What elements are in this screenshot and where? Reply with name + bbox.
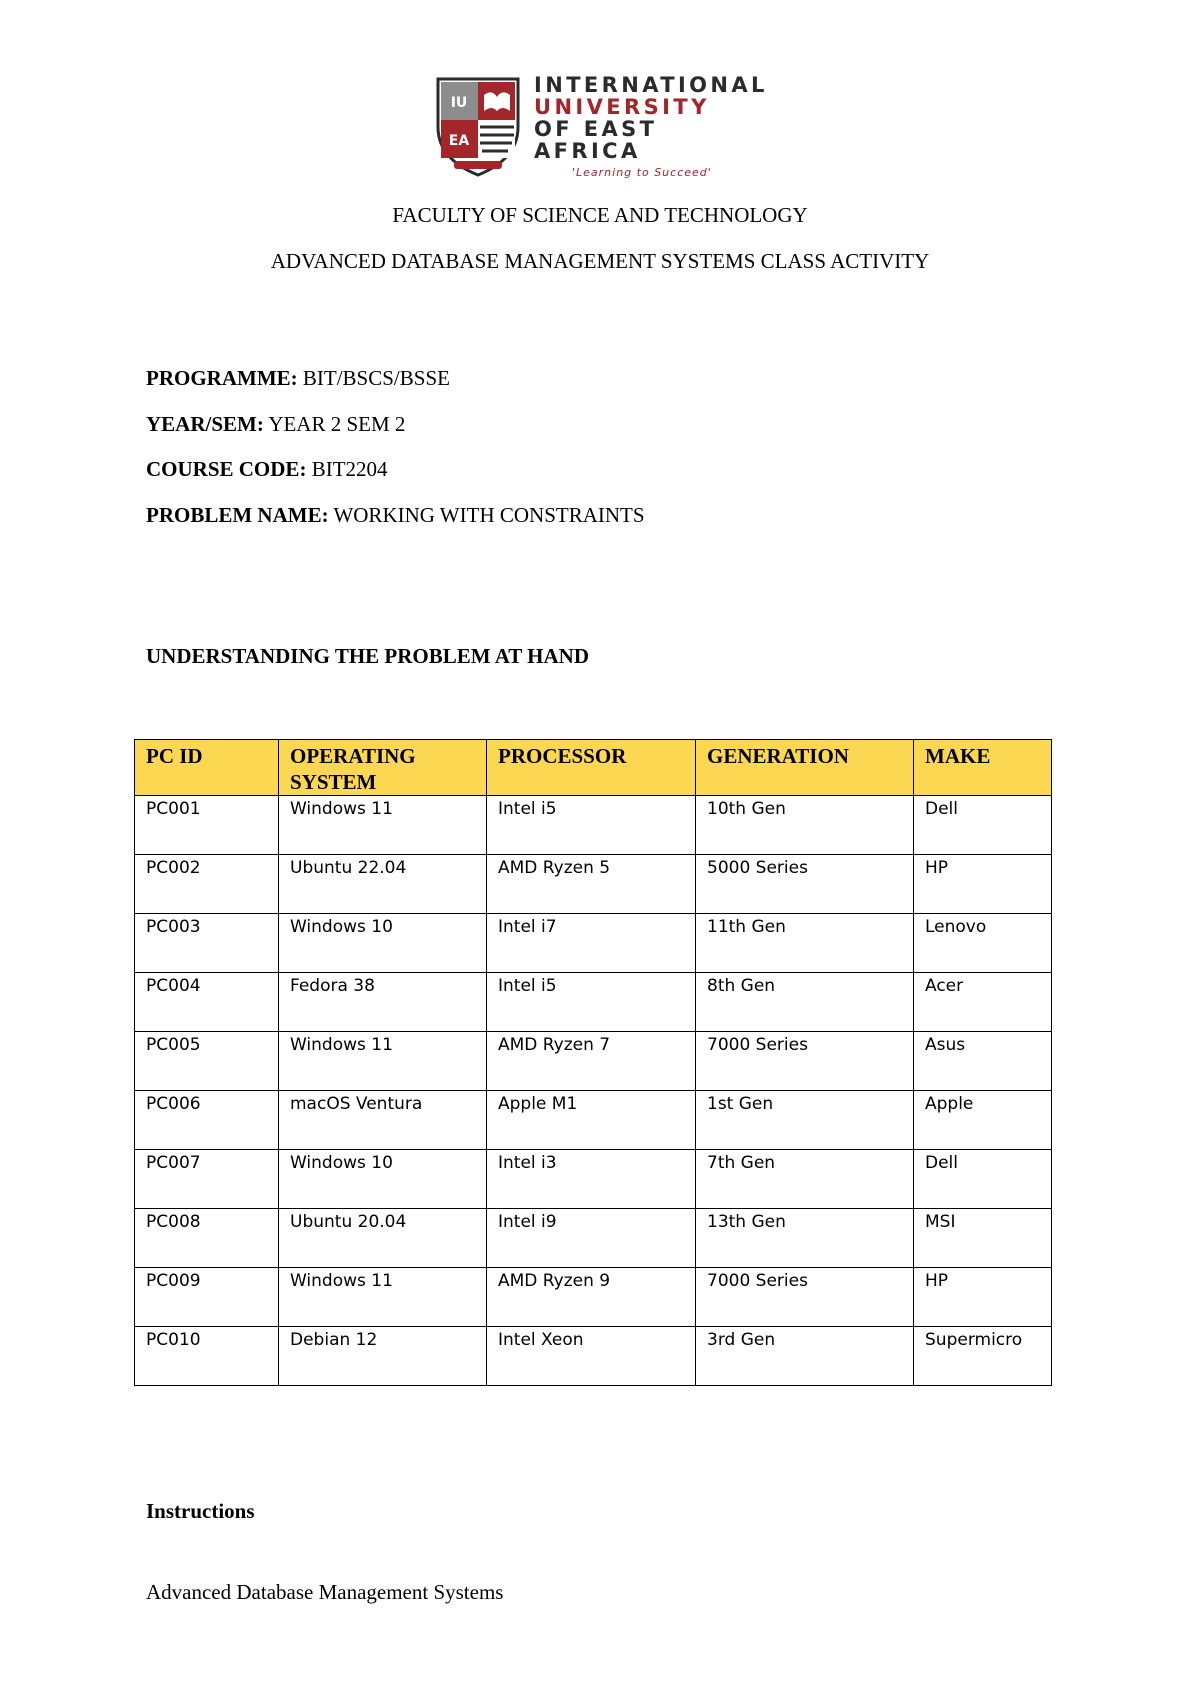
cell-operating-system: Windows 11 [279,1032,487,1091]
programme-value: BIT/BSCS/BSSE [297,366,450,390]
table-row [135,914,1052,973]
course-code-value: BIT2204 [306,457,388,481]
cell-processor: Intel i9 [487,1209,696,1268]
activity-title: ADVANCED DATABASE MANAGEMENT SYSTEMS CLASS ACTIVITY [270,249,930,273]
cell-generation: 10th Gen [696,796,914,855]
svg-text:EA: EA [448,133,470,149]
cell-make: Acer [914,973,1052,1032]
svg-text:IU: IU [450,95,468,111]
yearsem-line [146,412,405,437]
cell-processor: AMD Ryzen 9 [487,1268,696,1327]
cell-pc-id: PC004 [135,973,279,1032]
column-header-processor: PROCESSOR [487,740,696,796]
cell-generation: 7000 Series [696,1268,914,1327]
problem-name-label: PROBLEM NAME: [146,503,329,527]
cell-processor: Intel i5 [487,796,696,855]
cell-pc-id: PC006 [135,1091,279,1150]
cell-processor: Intel i5 [487,973,696,1032]
cell-processor: AMD Ryzen 5 [487,855,696,914]
cell-pc-id: PC002 [135,855,279,914]
cell-pc-id: PC008 [135,1209,279,1268]
cell-pc-id: PC005 [135,1032,279,1091]
cell-pc-id: PC007 [135,1150,279,1209]
problem-name-value: WORKING WITH CONSTRAINTS [328,503,645,527]
logo-line-3: OF EAST AFRICA [534,116,658,163]
cell-generation: 1st Gen [696,1091,914,1150]
pc-table [134,739,1052,1386]
yearsem-value: YEAR 2 SEM 2 [263,412,406,436]
table-row [135,1091,1052,1150]
cell-pc-id: PC003 [135,914,279,973]
course-code-label: COURSE CODE: [146,457,307,481]
cell-make: HP [914,855,1052,914]
logo-motto: 'Learning to Succeed' [572,165,712,179]
cell-generation: 11th Gen [696,914,914,973]
university-logo [432,72,772,180]
logo-line-1: INTERNATIONAL [534,72,768,97]
column-header-make: MAKE [914,740,1052,796]
programme-label: PROGRAMME: [146,366,298,390]
cell-pc-id: PC001 [135,796,279,855]
table-row [135,1150,1052,1209]
cell-operating-system: Debian 12 [279,1327,487,1386]
faculty-title: FACULTY OF SCIENCE AND TECHNOLOGY [392,203,808,227]
cell-generation: 7th Gen [696,1150,914,1209]
cell-make: HP [914,1268,1052,1327]
table-row [135,1032,1052,1091]
cell-operating-system: Windows 10 [279,914,487,973]
cell-generation: 7000 Series [696,1032,914,1091]
cell-operating-system: Fedora 38 [279,973,487,1032]
cell-make: Dell [914,796,1052,855]
problem-name-line [146,503,645,528]
cell-operating-system: Windows 11 [279,796,487,855]
table-row [135,1327,1052,1386]
university-crest-icon [432,75,524,177]
course-code-line [146,457,388,482]
cell-generation: 5000 Series [696,855,914,914]
cell-operating-system: Ubuntu 22.04 [279,855,487,914]
cell-pc-id: PC009 [135,1268,279,1327]
cell-make: Lenovo [914,914,1052,973]
table-row [135,1209,1052,1268]
section-heading: UNDERSTANDING THE PROBLEM AT HAND [146,644,590,668]
cell-processor: Intel Xeon [487,1327,696,1386]
cell-generation: 8th Gen [696,973,914,1032]
column-header-operating-system: OPERATING SYSTEM [279,740,487,796]
table-row [135,973,1052,1032]
cell-make: MSI [914,1209,1052,1268]
cell-operating-system: Windows 10 [279,1150,487,1209]
cell-make: Supermicro [914,1327,1052,1386]
yearsem-label: YEAR/SEM: [146,412,264,436]
cell-make: Apple [914,1091,1052,1150]
cell-processor: Apple M1 [487,1091,696,1150]
table-row [135,796,1052,855]
cell-operating-system: Windows 11 [279,1268,487,1327]
cell-operating-system: Ubuntu 20.04 [279,1209,487,1268]
cell-processor: Intel i7 [487,914,696,973]
cell-generation: 3rd Gen [696,1327,914,1386]
cell-processor: AMD Ryzen 7 [487,1032,696,1091]
table-row [135,855,1052,914]
page-footer: Advanced Database Management Systems [146,1580,504,1604]
table-row [135,1268,1052,1327]
cell-generation: 13th Gen [696,1209,914,1268]
table-header-row [135,740,1052,796]
cell-operating-system: macOS Ventura [279,1091,487,1150]
cell-pc-id: PC010 [135,1327,279,1386]
logo-line-2: UNIVERSITY [534,94,710,119]
cell-processor: Intel i3 [487,1150,696,1209]
column-header-pc-id: PC ID [135,740,279,796]
logo-wordmark [534,74,772,179]
programme-line [146,366,450,391]
cell-make: Dell [914,1150,1052,1209]
instructions-heading: Instructions [146,1499,255,1523]
column-header-generation: GENERATION [696,740,914,796]
cell-make: Asus [914,1032,1052,1091]
